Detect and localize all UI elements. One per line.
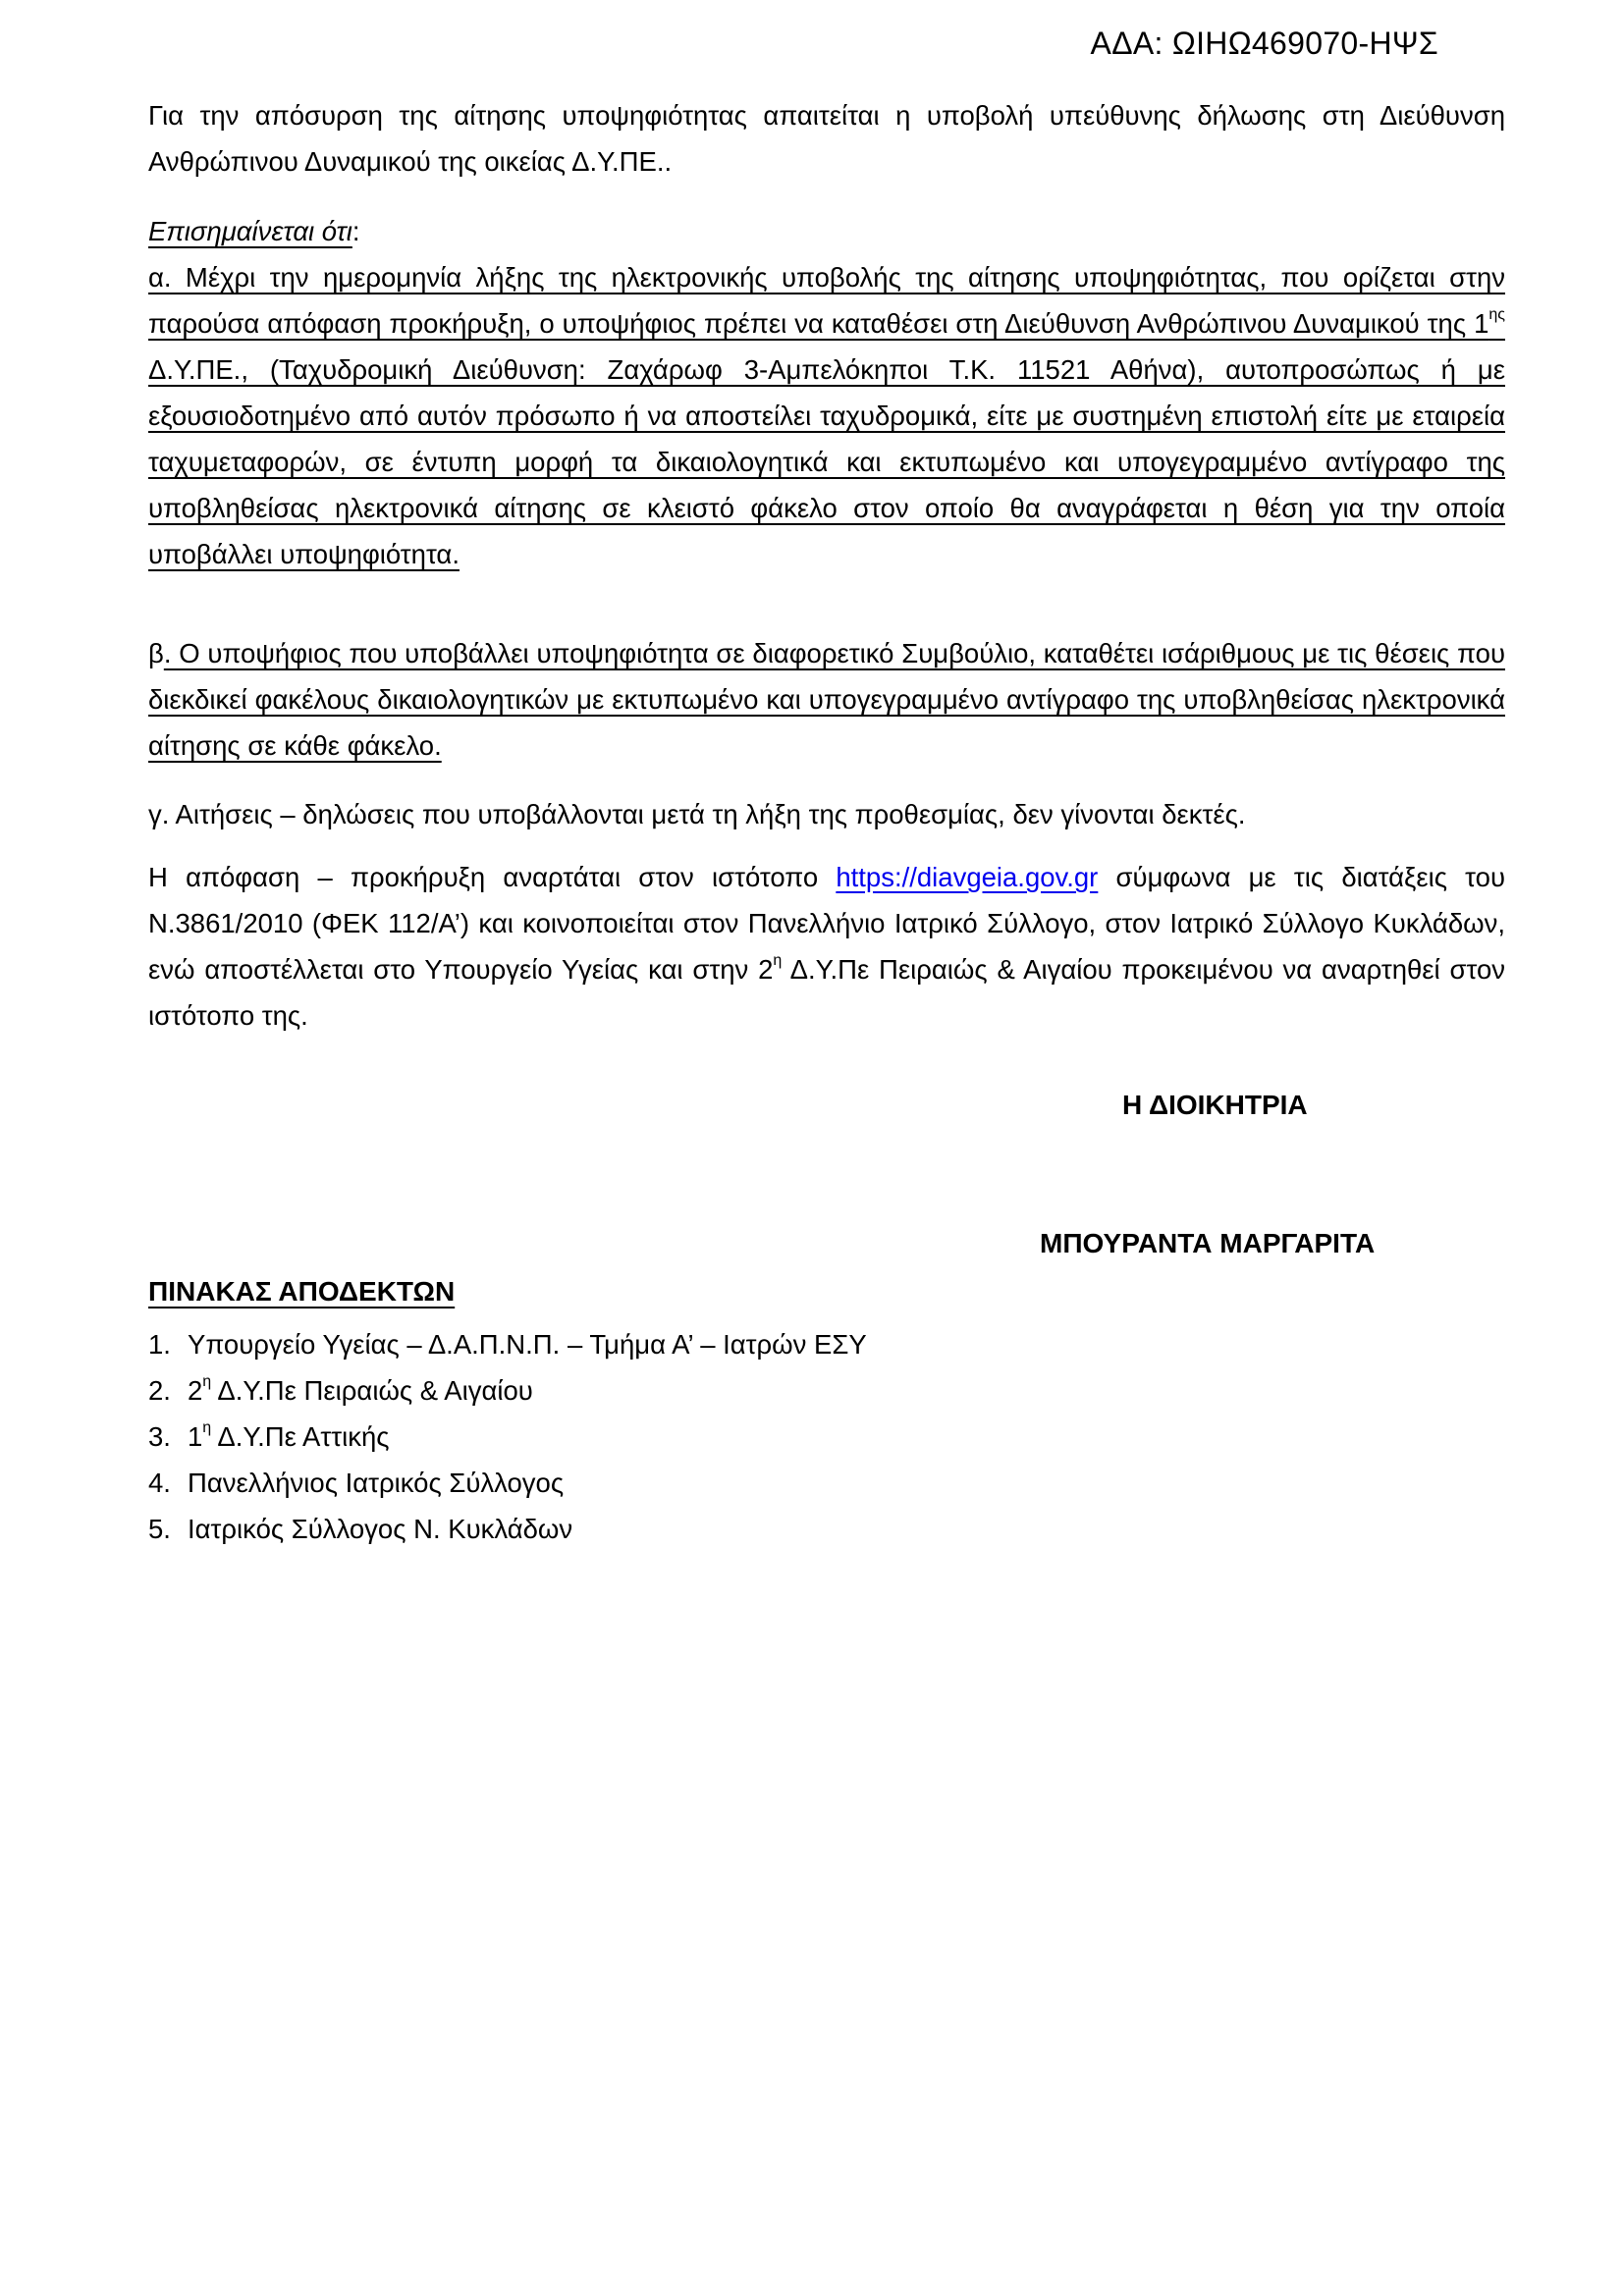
note-item-b-prefix: β [148, 638, 164, 668]
note-heading: Επισημαίνεται ότι [148, 216, 352, 246]
list-item [148, 1506, 867, 1552]
note-item-a-text-1: α. Μέχρι την ημερομηνία λήξης της ηλεκτρονικής υποβολής της αίτησης υποψηφιότητας, που ορίζεται στην παρούσα απόφαση προκήρυξη, ο υποψήφιος πρέπει να καταθέσει στη Διεύθυνση Ανθρώπινου Δυναμικού της 1 [148, 262, 1505, 339]
recipients-title: ΠΙΝΑΚΑΣ ΑΠΟΔΕΚΤΩΝ [148, 1276, 456, 1307]
diavgeia-link[interactable]: https://diavgeia.gov.gr [836, 862, 1099, 892]
publication-text-3: Δ.Υ.Πε Πειραιώς & Αιγαίου προκειμένου να αναρτηθεί στον ιστότοπο της. [148, 954, 1505, 1031]
publication-paragraph [148, 854, 1505, 1039]
notes-section [148, 208, 1505, 577]
list-item [148, 1414, 867, 1460]
note-heading-line [148, 208, 1505, 254]
list-number: 2. [148, 1375, 171, 1406]
list-text-pre: 2 [188, 1375, 203, 1406]
note-item-c [148, 791, 1505, 837]
list-text-pre: 1 [188, 1421, 203, 1452]
note-item-b [148, 630, 1505, 769]
list-text: Ιατρικός Σύλλογος Ν. Κυκλάδων [188, 1514, 573, 1544]
publication-text-1: Η απόφαση – προκήρυξη αναρτάται στον ιστότοπο [148, 862, 837, 892]
list-text: Πανελλήνιος Ιατρικός Σύλλογος [188, 1468, 565, 1498]
signatory-name: ΜΠΟΥΡΑΝΤΑ ΜΑΡΓΑΡΙΤΑ [1040, 1228, 1376, 1258]
intro-text: Για την απόσυρση της αίτησης υποψηφιότητας απαιτείται η υποβολή υπεύθυνης δήλωσης στη Διεύθυνση Ανθρώπινου Δυναμικού της οικείας Δ.Υ.ΠΕ.. [148, 100, 1505, 177]
list-text-post: Δ.Υ.Πε Πειραιώς & Αιγαίου [211, 1375, 533, 1406]
publication-text [148, 854, 1505, 1039]
ordinal-superscript: η [202, 1373, 212, 1390]
list-number: 5. [148, 1514, 171, 1544]
list-number: 4. [148, 1468, 171, 1498]
ada-identifier: ΑΔΑ: ΩΙΗΩ469070-ΗΨΣ [1090, 26, 1438, 61]
list-number: 1. [148, 1329, 171, 1360]
ordinal-superscript: η [202, 1419, 212, 1436]
list-number: 3. [148, 1421, 171, 1452]
withdrawal-paragraph [148, 92, 1505, 185]
list-item [148, 1321, 867, 1367]
list-text [188, 1414, 390, 1460]
recipients-list [148, 1321, 867, 1552]
list-item [148, 1460, 867, 1506]
note-item-b-paragraph [148, 630, 1505, 769]
publication-text-2: σύμφωνα με τις διατάξεις του Ν.3861/2010 (ΦΕΚ 112/Α’) και κοινοποιείται στον Πανελλήνιο Ιατρικό Σύλλογο, στον Ιατρικό Σύλλογο Κυκλάδων, ενώ αποστέλλεται στο Υπουργείο Υγείας και στην 2 [148, 862, 1505, 985]
signatory-title: Η ΔΙΟΙΚΗΤΡΙΑ [1122, 1090, 1308, 1120]
note-item-a [148, 254, 1505, 577]
note-item-b-text: . Ο υποψήφιος που υποβάλλει υποψηφιότητα σε διαφορετικό Συμβούλιο, καταθέτει ισάριθμους με τις θέσεις που διεκδικεί φακέλους δικαιολογητικών με εκτυπωμένο και υπογεγραμμένο αντίγραφο της υποβληθείσας ηλεκτρονικά αίτησης σε κάθε φάκελο. [148, 638, 1505, 761]
list-text [188, 1367, 533, 1414]
note-item-c-text: γ. Αιτήσεις – δηλώσεις που υποβάλλονται μετά τη λήξη της προθεσμίας, δεν γίνονται δεκτές. [148, 799, 1246, 829]
note-item-a-text-2: Δ.Υ.ΠΕ., (Ταχυδρομική Διεύθυνση: Ζαχάρωφ 3-Αμπελόκηποι Τ.Κ. 11521 Αθήνα), αυτοπροσώπως ή με εξουσιοδοτημένο από αυτόν πρόσωπο ή να αποστείλει ταχυδρομικά, είτε με συστημένη επιστολή είτε με εταιρεία ταχυμεταφορών, σε έντυπη μορφή τα δικαιολογητικά και εκτυπωμένο και υπογεγραμμένο αντίγραφο της υποβληθείσας ηλεκτρονικά αίτησης σε κλειστό φάκελο στον οποίο θα αναγράφεται η θέση για την οποία υποβάλλει υποψηφιότητα. [148, 354, 1505, 569]
list-item [148, 1367, 867, 1414]
list-text: Υπουργείο Υγείας – Δ.Α.Π.Ν.Π. – Τμήμα Α’ – Ιατρών ΕΣΥ [188, 1329, 867, 1360]
ordinal-superscript: η [773, 952, 783, 969]
ordinal-superscript: ης [1488, 306, 1505, 323]
note-colon: : [352, 216, 360, 246]
list-text-post: Δ.Υ.Πε Αττικής [211, 1421, 390, 1452]
